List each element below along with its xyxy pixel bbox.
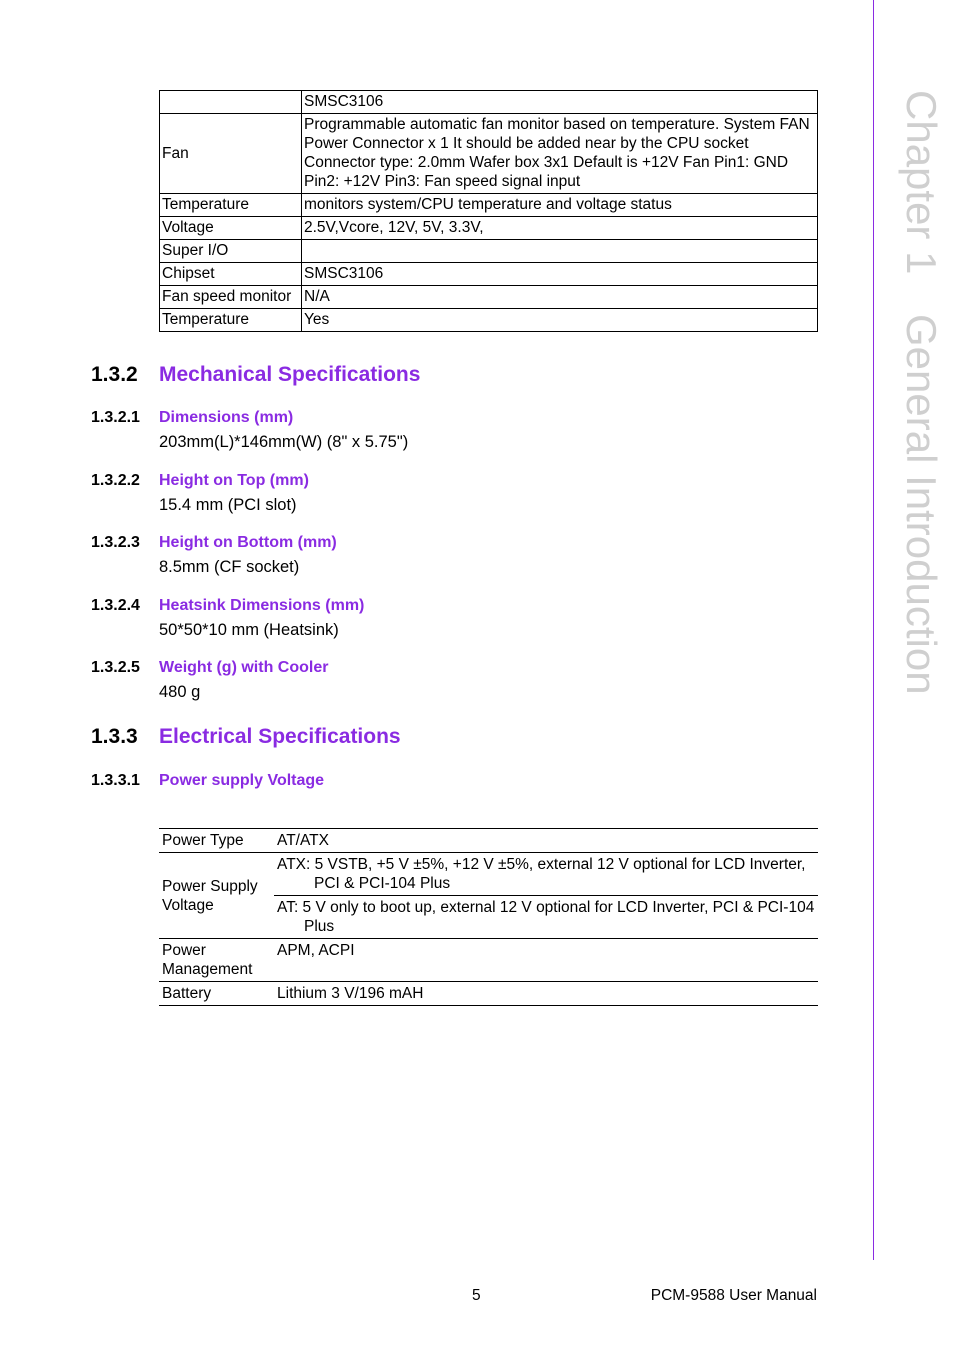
section-power-supply-heading: 1.3.3.1 Power supply Voltage <box>91 772 325 789</box>
spec-label-cell: Chipset <box>160 263 302 286</box>
table-row <box>160 240 818 263</box>
section-height-bottom-heading: 1.3.2.3 Height on Bottom (mm) <box>91 534 337 551</box>
power-type-value: AT/ATX <box>274 829 818 853</box>
spec-value-cell: N/A <box>302 286 818 309</box>
height-bottom-text: 8.5mm (CF socket) <box>159 558 300 576</box>
weight-text: 480 g <box>159 683 201 701</box>
spec-table <box>159 90 818 332</box>
side-rule <box>873 0 874 1260</box>
spec-value-cell: SMSC3106 <box>302 91 818 114</box>
section-height-top-heading: 1.3.2.2 Height on Top (mm) <box>91 472 309 489</box>
height-top-text: 15.4 mm (PCI slot) <box>159 496 297 514</box>
dimensions-text: 203mm(L)*146mm(W) (8" x 5.75") <box>159 433 409 451</box>
spec-value-cell: Programmable automatic fan monitor based on temperature. System FAN Power Connector x 1 It should be added near by the CPU socket Connector type: 2.0mm Wafer box 3x1 Default is +12V Fan Pin1: GND Pin2: +12V Pin3: Fan speed signal input <box>302 114 818 194</box>
table-row <box>160 286 818 309</box>
spec-label-cell: Fan <box>160 114 302 194</box>
page-number: 5 <box>472 1287 481 1304</box>
chapter-side-title <box>886 90 954 696</box>
power-table <box>159 828 818 1006</box>
spec-label-cell <box>160 91 302 114</box>
spec-label-cell: Voltage <box>160 217 302 240</box>
table-row <box>160 263 818 286</box>
spec-value-cell: 2.5V,Vcore, 12V, 5V, 3.3V, <box>302 217 818 240</box>
manual-title: PCM-9588 User Manual <box>650 1287 817 1304</box>
chapter-label: Chapter 1 <box>898 90 945 275</box>
battery-label: Battery <box>159 982 274 1006</box>
spec-value-cell: Yes <box>302 309 818 332</box>
spec-label-cell: Fan speed monitor <box>160 286 302 309</box>
spec-label-cell: Super I/O <box>160 240 302 263</box>
power-management-label: Power Management <box>159 939 274 982</box>
table-row <box>159 939 818 982</box>
table-row <box>160 217 818 240</box>
table-row <box>159 853 818 896</box>
section-heatsink-heading: 1.3.2.4 Heatsink Dimensions (mm) <box>91 597 365 614</box>
section-dimensions-heading: 1.3.2.1 Dimensions (mm) <box>91 409 294 426</box>
battery-value: Lithium 3 V/196 mAH <box>274 982 818 1006</box>
power-management-value: APM, ACPI <box>274 939 818 982</box>
spec-value-cell <box>302 240 818 263</box>
section-weight-heading: 1.3.2.5 Weight (g) with Cooler <box>91 659 329 676</box>
power-supply-label: Power Supply Voltage <box>159 853 274 939</box>
heatsink-text: 50*50*10 mm (Heatsink) <box>159 621 339 639</box>
spec-label-cell: Temperature <box>160 309 302 332</box>
table-row <box>160 194 818 217</box>
table-row <box>159 829 818 853</box>
spec-value-cell: SMSC3106 <box>302 263 818 286</box>
power-supply-atx: ATX: 5 VSTB, +5 V ±5%, +12 V ±5%, external 12 V optional for LCD Inverter, PCI & PCI-104 Plus <box>274 853 818 896</box>
table-row <box>159 982 818 1006</box>
table-row <box>160 91 818 114</box>
power-type-label: Power Type <box>159 829 274 853</box>
table-row <box>160 114 818 194</box>
spec-value-cell: monitors system/CPU temperature and voltage status <box>302 194 818 217</box>
section-electrical-heading: 1.3.3 Electrical Specifications <box>91 725 401 748</box>
spec-label-cell: Temperature <box>160 194 302 217</box>
power-supply-at: AT: 5 V only to boot up, external 12 V optional for LCD Inverter, PCI & PCI-104 Plus <box>274 896 818 939</box>
section-mechanical-heading: 1.3.2 Mechanical Specifications <box>91 363 421 386</box>
table-row <box>160 309 818 332</box>
chapter-title: General Introduction <box>898 314 945 696</box>
